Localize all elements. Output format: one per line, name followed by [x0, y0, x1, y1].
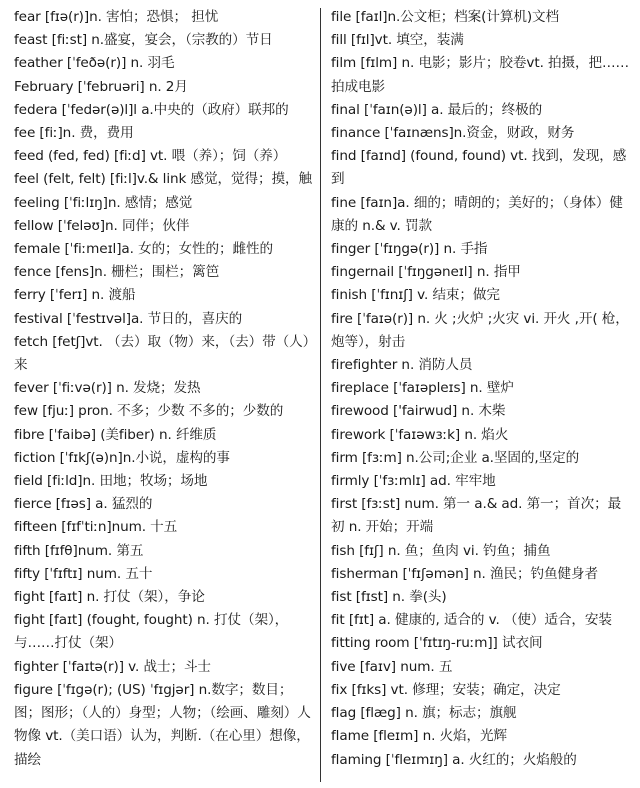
vocab-entry: few [fjuː] pron. 不多；少数 不多的；少数的 — [14, 403, 284, 420]
vocab-entry: flag [flæg] n. 旗；标志；旗舰 — [331, 705, 517, 722]
vocab-entry: feel (felt, felt) [fiːl]v.& link 感觉，觉得；摸，触 — [14, 171, 312, 188]
vocab-entry: fire [ˈfaɪə(r)] n. 火 ;火炉 ;火灾 vi. 开火 ,开( 枪，炮等），射击 — [331, 310, 629, 350]
vocab-entry: figure [ˈfɪgə(r); (US) ˈfɪgjər] n.数字；数目；图；图形；（人的）身型；人物；（绘画、雕刻）人物像 vt.（美口语）认为，判断.（在心里）想像，描绘 — [14, 681, 311, 768]
vocab-entry: film [fɪlm] n. 电影；影片；胶卷vt. 拍摄，把……拍成电影 — [331, 55, 629, 95]
vocab-entry: fibre [ˈfaibə] (美fiber) n. 纤维质 — [14, 426, 217, 443]
vocab-entry: fine [faɪn]a. 细的；晴朗的；美好的；（身体）健康的 n.& v. 罚款 — [331, 194, 623, 234]
vocab-entry: fierce [fɪəs] a. 猛烈的 — [14, 496, 153, 513]
vocab-entry: feeling [ˈfiːlɪŋ]n. 感情；感觉 — [14, 194, 193, 211]
vocab-entry: finance [ˈfaɪnæns]n.资金，财政，财务 — [331, 125, 575, 142]
vocab-entry: feast [fiːst] n.盛宴，宴会，（宗教的）节日 — [14, 32, 273, 49]
vocab-entry: firefighter n. 消防人员 — [331, 357, 473, 374]
vocab-entry: first [fɜːst] num. 第一 a.& ad. 第一；首次；最初 n. 开始；开端 — [331, 496, 622, 536]
vocab-entry: firmly [ˈfɜːmlɪ] ad. 牢牢地 — [331, 473, 496, 490]
vocab-entry: finish [ˈfɪnɪʃ] v. 结束；做完 — [331, 287, 500, 304]
vocab-entry: ferry [ˈferɪ] n. 渡船 — [14, 287, 136, 304]
vocab-entry: fetch [fetʃ]vt. （去）取（物）来，（去）带（人）来 — [14, 333, 310, 374]
vocab-entry: fight [faɪt] (fought, fought) n. 打仗（架），与……打仗（架） — [14, 612, 289, 652]
vocab-entry: field [fiːld]n. 田地；牧场；场地 — [14, 473, 208, 490]
vocab-entry: fist [fɪst] n. 拳(头) — [331, 589, 447, 606]
vocab-entry: fence [fens]n. 栅栏；围栏；篱笆 — [14, 264, 220, 281]
vocab-entry: final [ˈfaɪn(ə)l] a. 最后的；终极的 — [331, 101, 543, 118]
vocab-entry: fellow [ˈfeləʊ]n. 同伴；伙伴 — [14, 217, 190, 234]
vocab-entry: file [faɪl]n.公文柜；档案(计算机)文档 — [331, 9, 560, 25]
vocab-entry: flame [fleɪm] n. 火焰，光辉 — [331, 728, 507, 745]
vocab-entry: festival [ˈfestɪvəl]a. 节日的，喜庆的 — [14, 310, 243, 327]
vocab-entry: feed (fed, fed) [fiːd] vt. 喂（养）；饲（养） — [14, 148, 287, 165]
vocab-entry: fitting room [ˈfɪtɪŋ-ruːm]] 试衣间 — [331, 635, 543, 652]
vocab-entry: firework [ˈfaɪəwɜːk] n. 焰火 — [331, 426, 509, 443]
vocab-entry: February [ˈfebruəri] n. 2月 — [14, 78, 188, 95]
vocab-entry: feather [ˈfeðə(r)] n. 羽毛 — [14, 55, 175, 72]
vocab-entry: fish [fɪʃ] n. 鱼；鱼肉 vi. 钓鱼；捕鱼 — [331, 542, 551, 559]
vocab-entry: find [faɪnd] (found, found) vt. 找到，发现，感到 — [331, 148, 627, 188]
vocab-entry: female [ˈfiːmeɪl]a. 女的；女性的；雌性的 — [14, 241, 274, 258]
vocab-entry: flaming [ˈfleɪmɪŋ] a. 火红的；火焰般的 — [331, 751, 577, 768]
vocab-entry: federa [ˈfedər(ə)l]l a.中央的（政府）联邦的 — [14, 101, 289, 118]
vocab-entry: fifty [ˈfɪftɪ] num. 五十 — [14, 565, 153, 582]
left-column — [14, 6, 320, 788]
vocab-entry: fear [fɪə(r)]n. 害怕；恐惧； 担忧 — [14, 9, 219, 25]
vocab-entry: five [faɪv] num. 五 — [331, 658, 453, 675]
vocab-entry: firm [fɜːm] n.公司;企业 a.坚固的,坚定的 — [331, 449, 580, 466]
vocab-entry: fiction [ˈfɪkʃ(ə)n]n.小说，虚构的事 — [14, 449, 230, 466]
vocab-entry: fingernail [ˈfɪŋgəneɪl] n. 指甲 — [331, 264, 521, 281]
vocab-entry: firewood ['fairwud] n. 木柴 — [331, 403, 506, 420]
vocab-entry: fix [fɪks] vt. 修理；安装；确定，决定 — [331, 681, 561, 698]
right-column — [321, 6, 633, 788]
vocab-entry: fill [fɪl]vt. 填空，装满 — [331, 32, 464, 49]
vocab-entry: fireplace [ˈfaɪəpleɪs] n. 壁炉 — [331, 380, 514, 397]
vocab-entry: fighter [ˈfaɪtə(r)] v. 战士；斗士 — [14, 658, 211, 675]
vocab-entry: fight [faɪt] n. 打仗（架），争论 — [14, 589, 205, 606]
vocab-entry: fee [fiː]n. 费，费用 — [14, 125, 134, 142]
vocab-entry: finger [ˈfɪŋgə(r)] n. 手指 — [331, 241, 488, 258]
two-column-layout — [14, 6, 634, 788]
vocab-entry: fisherman [ˈfɪʃəmən] n. 渔民；钓鱼健身者 — [331, 565, 598, 582]
vocab-entry: fit [fɪt] a. 健康的, 适合的 v. （使）适合，安装 — [331, 612, 612, 629]
vocab-entry: fever [ˈfiːvə(r)] n. 发烧；发热 — [14, 380, 201, 397]
vocab-entry: fifteen [fɪfˈtiːn]num. 十五 — [14, 519, 178, 536]
vocab-entry: fifth [fɪfθ]num. 第五 — [14, 542, 144, 559]
